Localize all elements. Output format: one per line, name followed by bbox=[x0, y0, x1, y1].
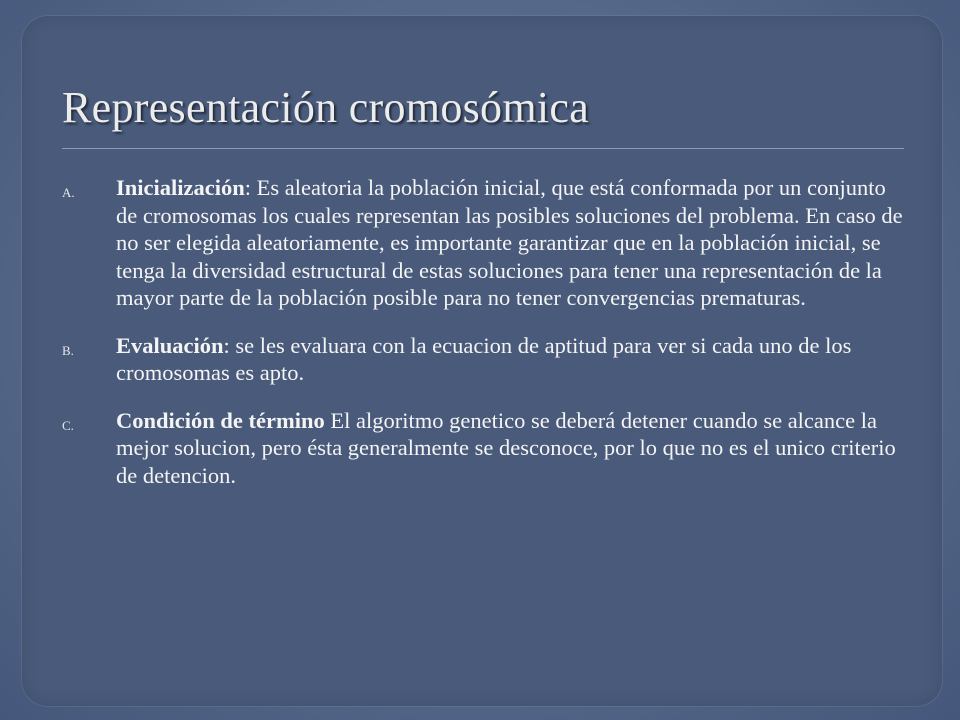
title-divider bbox=[62, 148, 904, 149]
list-item-term: Inicialización bbox=[116, 175, 245, 200]
list-item-text: : se les evaluara con la ecuacion de aptitud para ver si cada uno de los cromosomas es apto. bbox=[116, 332, 852, 385]
list-item-term: Evaluación bbox=[116, 332, 224, 358]
list-item-term: Condición de término bbox=[116, 407, 325, 433]
list-marker: C. bbox=[62, 417, 74, 433]
list-item-condicion-de-termino bbox=[62, 407, 912, 490]
list-item-body bbox=[116, 407, 912, 490]
list-item-text: : Es aleatoria la población inicial, que está conformada por un conjunto de cromosomas los cuales representan las posibles soluciones del problema. En caso de no ser elegida aleatoriamente, es importante garantizar que en la población inicial, se tenga la diversidad estructural de estas soluciones para tener una representación de la mayor parte de la población posible para no tener convergencias prematuras. bbox=[116, 175, 903, 310]
list-item-text: El algoritmo genetico se deberá detener cuando se alcance la mejor solucion, pero ésta generalmente se desconoce, por lo que no es el unico criterio de detencion. bbox=[116, 407, 896, 488]
list-item-body bbox=[116, 332, 912, 387]
slide-title: Representación cromosómica bbox=[62, 83, 590, 132]
list-marker: A. bbox=[62, 185, 75, 200]
list-item-inicializacion bbox=[62, 174, 912, 312]
slide-content bbox=[62, 174, 912, 509]
list-item-evaluacion bbox=[62, 332, 912, 387]
list-marker: B. bbox=[62, 342, 74, 358]
list-item-body bbox=[116, 174, 912, 312]
